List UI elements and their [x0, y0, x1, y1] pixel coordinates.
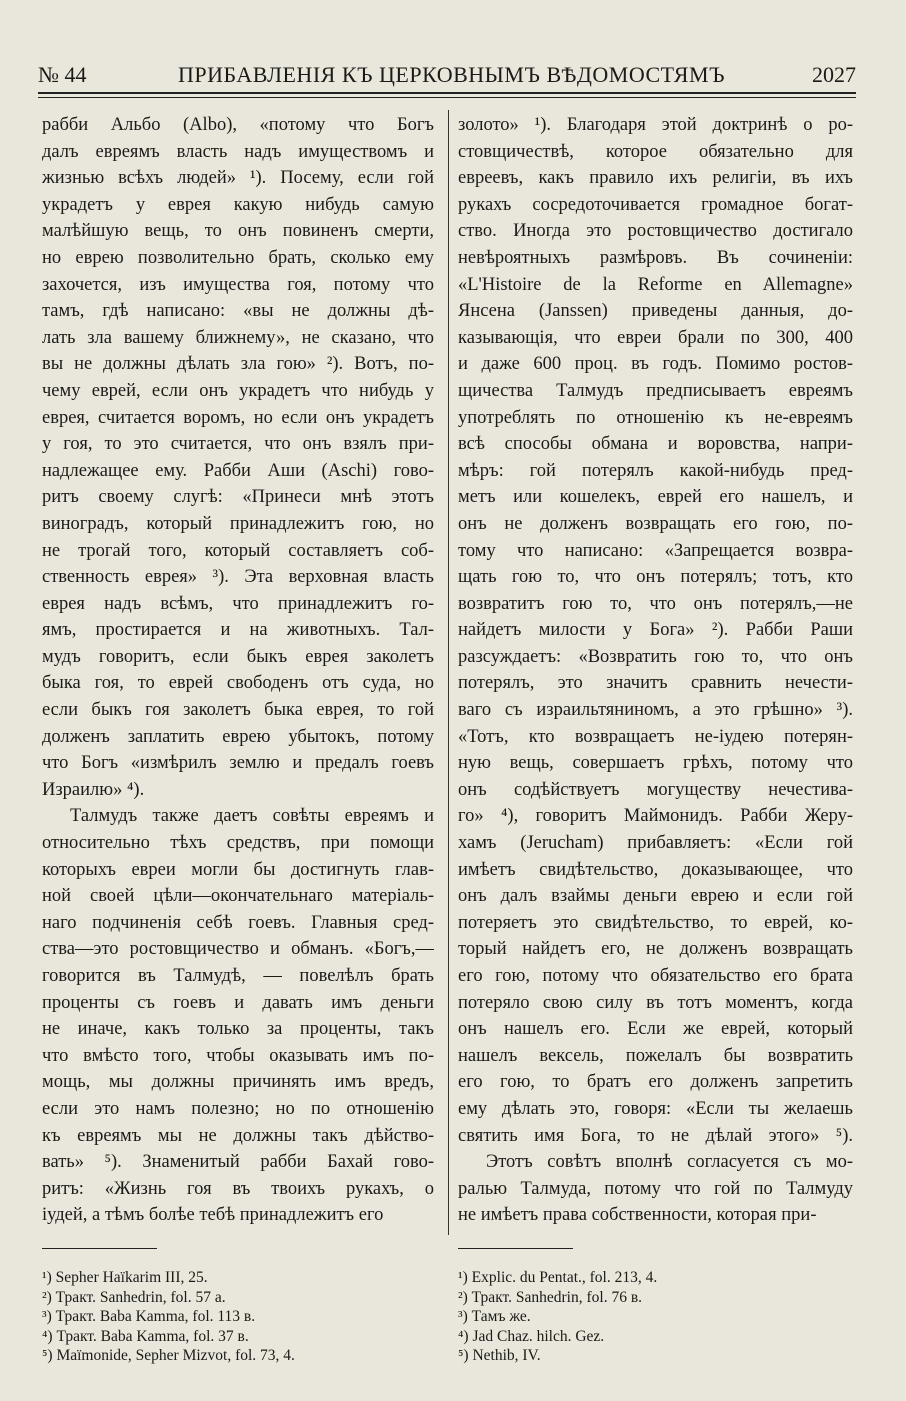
text-line: не трогай того, который составляетъ соб-	[42, 540, 434, 561]
text-line: найдетъ милости у Бога» ²). Рабби Раши	[458, 620, 853, 641]
text-line: быка гоя, то еврей свободенъ отъ суда, но	[42, 673, 434, 694]
text-line: ритъ: «Жизнь гоя въ твоихъ рукахъ, о	[42, 1178, 434, 1199]
text-line: если быкъ гоя заколетъ быка еврея, то гой	[42, 700, 434, 721]
footnote-rule-right	[458, 1248, 573, 1249]
text-line: его гою, то братъ его долженъ запретить	[458, 1072, 853, 1093]
text-line: рукахъ сосредоточивается громадное богат-	[458, 194, 853, 215]
text-line: возвратитъ гою то, что онъ потерялъ,—не	[458, 593, 853, 614]
text-line: ритъ своему слугѣ: «Принеси мнѣ этотъ	[42, 487, 434, 508]
text-line: относительно тѣхъ средствъ, при помощи	[42, 833, 434, 854]
text-line: стовщичествѣ, которое обязательно для	[458, 141, 853, 162]
journal-title: ПРИБАВЛЕНІЯ КЪ ЦЕРКОВНЫМЪ ВѢДОМОСТЯМЪ	[178, 62, 726, 87]
text-line: наго подчиненія себѣ гоевъ. Главныя сред-	[42, 912, 434, 933]
text-line: потерялъ, это значитъ сравнить нечести-	[458, 673, 853, 694]
text-line: нашелъ вексель, пожелалъ бы возвратить	[458, 1045, 853, 1066]
text-line: у гоя, то это считается, что онъ взялъ при-	[42, 434, 434, 455]
text-line: къ евреямъ мы не должны такъ дѣйство-	[42, 1125, 434, 1146]
footnote: ⁴) Jad Chaz. hilch. Gez.	[458, 1327, 605, 1345]
text-line: ственность еврея» ³). Эта верховная власть	[42, 567, 434, 588]
footnote: ⁵) Nethib, IV.	[458, 1347, 541, 1364]
footnote: ²) Тракт. Sanhedrin, fol. 76 в.	[458, 1288, 643, 1306]
text-line: виноградъ, который принадлежитъ гою, но	[42, 513, 434, 534]
text-line: вать» ⁵). Знаменитый рабби Бахай гово-	[42, 1152, 434, 1173]
text-line: метъ или кошелекъ, еврей его нашелъ, и	[458, 487, 853, 508]
column-divider	[448, 110, 449, 1235]
text-line: го» ⁴), говоритъ Маймонидъ. Рабби Жеру-	[458, 806, 853, 827]
text-line: ямъ, простирается и на животныхъ. Тал-	[42, 620, 434, 641]
text-line: его гою, потому что обязательство его брата	[458, 966, 853, 986]
text-line: святить имя Бога, то не дѣлай этого» ⁵).	[458, 1125, 853, 1146]
running-header	[38, 60, 856, 90]
text-line: хамъ (Jerucham) прибавляетъ: «Если гой	[458, 833, 853, 854]
text-line: ства—это ростовщичество и обманъ. «Богъ,—	[42, 939, 434, 960]
footnote: ⁴) Тракт. Baba Kamma, fol. 37 в.	[42, 1327, 249, 1345]
text-line: вы не должны дѣлать зла гою» ²). Вотъ, по-	[42, 354, 434, 375]
text-line: употреблять по отношенію къ не-евреямъ	[458, 407, 853, 428]
footnote: ²) Тракт. Sanhedrin, fol. 57 a.	[42, 1288, 226, 1306]
footnote: ¹) Sepher Haïkarim III, 25.	[42, 1269, 208, 1286]
text-line: что вмѣсто того, чтобы оказывать имъ по-	[42, 1045, 434, 1066]
text-line: Этотъ совѣтъ вполнѣ согласуется съ мо-	[486, 1152, 853, 1173]
text-line: евреевъ, какъ правило ихъ религіи, въ ихъ	[458, 168, 853, 189]
text-line: онъ содѣйствуетъ могуществу нечестива-	[458, 779, 853, 800]
footnote-rule-left	[42, 1248, 157, 1249]
text-line: ную вещь, совершаетъ грѣхъ, потому что	[458, 753, 853, 774]
text-line: ство. Иногда это ростовщичество достигало	[458, 221, 853, 242]
text-line: мощь, мы должны причинять имъ вредъ,	[42, 1072, 434, 1093]
text-line: онъ нашелъ его. Если же еврей, который	[458, 1019, 853, 1040]
right-column	[458, 112, 853, 1229]
text-line: тамъ, гдѣ написано: «вы не должны дѣ-	[42, 301, 434, 322]
footnote: ¹) Explic. du Pentat., fol. 213, 4.	[458, 1269, 658, 1286]
text-line: ваго съ израильтяниномъ, а это грѣшно» ³).	[458, 700, 853, 721]
header-rule-thin	[38, 97, 856, 98]
text-line: и даже 600 проц. въ годъ. Помимо ростов-	[458, 354, 853, 375]
text-line: долженъ заплатить еврею убытокъ, потому	[42, 726, 434, 747]
text-line: не иначе, какъ только за проценты, такъ	[42, 1019, 434, 1040]
text-line: потеряетъ это свидѣтельство, то еврей, ко-	[458, 912, 853, 933]
text-line: всѣ способы обмана и воровства, напри-	[458, 434, 853, 455]
footnotes-left	[42, 1268, 295, 1366]
left-column	[42, 112, 434, 1229]
text-line: мѣръ: гой потерялъ какой-нибудь пред-	[458, 460, 853, 481]
text-line: проценты съ гоевъ и давать имъ деньги	[42, 992, 434, 1013]
text-line: тому что написано: «Запрещается возвра-	[458, 540, 853, 561]
text-line: щичества Талмудъ предписываетъ евреямъ	[458, 380, 853, 401]
footnotes-right	[458, 1268, 657, 1366]
text-line: мудъ говоритъ, если быкъ еврея заколетъ	[42, 646, 434, 667]
text-line: рабби Альбо (Albo), «потому что Богъ	[42, 115, 434, 135]
text-line: невѣроятныхъ размѣровъ. Въ сочиненіи:	[458, 247, 853, 268]
text-line: «L'Histoire de la Reforme en Allemagne»	[458, 274, 853, 295]
text-line: имѣетъ свидѣтельство, доказывающее, что	[458, 859, 853, 880]
text-line: которыхъ евреи могли бы достигнуть глав-	[42, 859, 434, 880]
text-line: но еврею позволительно брать, сколько ему	[42, 247, 434, 268]
footnote: ³) Тамъ же.	[458, 1308, 531, 1325]
text-line: малѣйшую вещь, то онъ повиненъ смерти,	[42, 221, 434, 242]
text-line: разсуждаетъ: «Возвратить гою то, что онъ	[458, 646, 853, 667]
text-line: надлежащее ему. Рабби Аши (Aschi) гово-	[42, 460, 434, 481]
text-line: жизнью всѣхъ людей» ¹). Посему, если гой	[42, 168, 434, 189]
text-line: казывающія, что евреи брали по 300, 400	[458, 327, 853, 348]
text-line: ной своей цѣли—окончательнаго матеріаль-	[42, 886, 434, 907]
text-line: онъ не долженъ возвращать его гою, по-	[458, 513, 853, 534]
text-line: что Богъ «измѣрилъ землю и предалъ гоевъ	[42, 753, 434, 774]
text-line: ралью Талмуда, потому что гой по Талмуду	[458, 1178, 853, 1199]
text-line: чему еврей, если онъ украдетъ что нибудь у	[42, 380, 434, 401]
text-line: Янсена (Janssen) приведены данныя, до-	[458, 301, 853, 322]
text-line: не имѣетъ права собственности, которая при-	[458, 1205, 817, 1226]
header-rule	[38, 92, 856, 94]
text-line: онъ далъ взаймы деньги еврею и если гой	[458, 886, 853, 907]
text-line: «Тотъ, кто возвращаетъ не-іудею потерян-	[458, 726, 853, 747]
footnote: ⁵) Maïmonide, Sepher Mizvot, fol. 73, 4.	[42, 1347, 295, 1364]
issue-number: № 44	[38, 62, 87, 87]
text-line: еврея, считается воромъ, но если онъ украдетъ	[42, 407, 434, 428]
footnote: ³) Тракт. Baba Kamma, fol. 113 в.	[42, 1308, 256, 1325]
text-line: щать гою то, что онъ потерялъ; тотъ, кто	[458, 567, 853, 588]
text-line: потеряло свою силу въ тотъ моментъ, когда	[458, 992, 853, 1013]
text-line: еврея надъ всѣмъ, что принадлежитъ го-	[42, 593, 434, 614]
text-line: торый найдетъ его, не долженъ возвращать	[458, 939, 853, 960]
text-line: если это намъ полезно; но по отношенію	[42, 1098, 434, 1119]
text-line: ему дѣлать это, говоря: «Если ты желаешь	[458, 1098, 853, 1119]
text-line: далъ евреямъ власть надъ имуществомъ и	[42, 141, 434, 162]
text-line: іудей, а тѣмъ болѣе тебѣ принадлежитъ его	[42, 1205, 384, 1226]
text-line: говорится въ Талмудѣ, — повелѣлъ брать	[42, 966, 434, 986]
text-line: Израилю» ⁴).	[42, 779, 145, 800]
text-line: лать зла вашему ближнему», не сказано, что	[42, 327, 434, 348]
page-number: 2027	[812, 62, 856, 87]
text-line: Талмудъ также даетъ совѣты евреямъ и	[70, 806, 434, 827]
text-line: захочется, изъ имущества гоя, потому что	[42, 274, 434, 295]
text-line: золото» ¹). Благодаря этой доктринѣ о ро-	[458, 115, 853, 135]
text-line: украдетъ у еврея какую нибудь самую	[42, 194, 434, 215]
